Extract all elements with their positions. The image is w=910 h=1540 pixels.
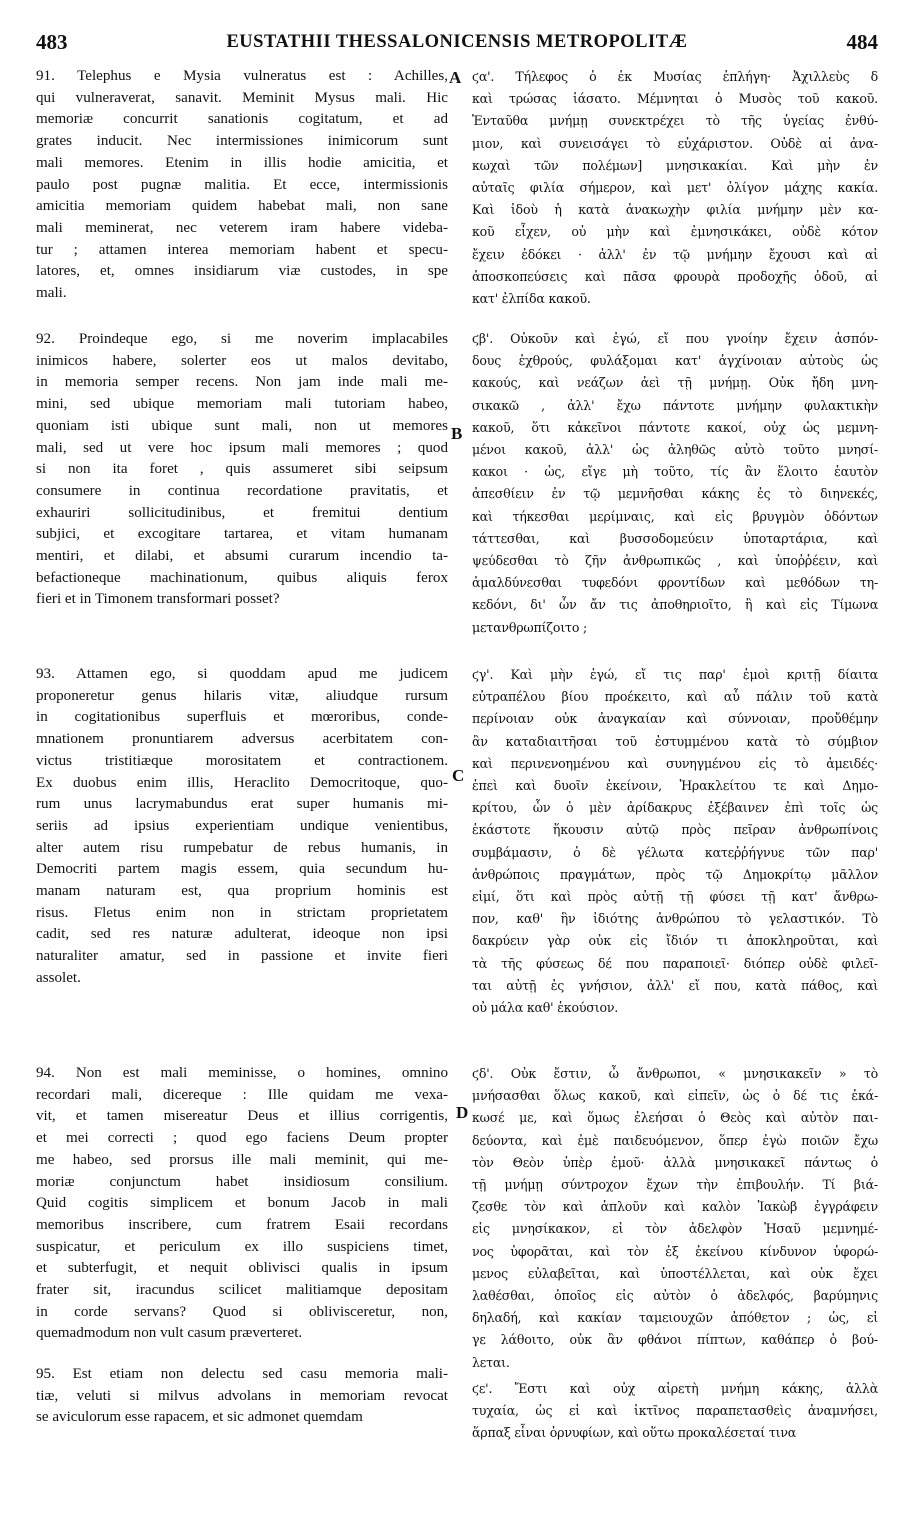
text-line: συμβάμασιν, ὁ δὲ γέλωτα κατεῤῥήγνυε τῶν παρ' (472, 844, 878, 860)
latin-paragraph (36, 329, 448, 611)
text-line: me habeo, sed prorsus ille mali meminit, qui me- (36, 1151, 448, 1168)
text-line: mentiri, et dilabi, et absumi curarum incendio ta- (36, 548, 448, 565)
text-line: grates inducit. Nec intermissiones inimicorum sunt (36, 133, 448, 150)
text-line: mali memores. Etenim in illis hodie amicitia, et (36, 154, 448, 171)
text-line: fieri et in Timonem transformari posset? (36, 591, 280, 608)
text-line: memoriæ concurrit sanationis cogitatum, et ad (36, 111, 448, 128)
text-line: suspicatur, et periculum ex illo suspiciens timet, (36, 1238, 448, 1255)
text-line: κωχαὶ τῶν πολέμων] μνησικακίαι. Καὶ μὴν ἐν (472, 157, 878, 173)
text-line: κακοι · ὡς, εἴγε μὴ τοῦτο, τίς ἂν ἕλοιτο ἑαυτὸν (472, 464, 878, 480)
text-line: αὐταῖς φιλία σήμερον, καὶ μετ' ὀλίγον μάχης κακία. (472, 180, 878, 196)
text-line: καὶ περινενοημένου καὶ συνηγμένου εἰς τὸ ἀμειδές· (472, 755, 878, 771)
text-line: τὰ τῆς φύσεως δέ που παραποιεῖ· διόπερ οὐδὲ φιλεῖ- (472, 955, 878, 971)
page-number-right: 484 (846, 30, 878, 54)
text-line: alter autem risu rumpebatur de rebus humanis, in (36, 839, 448, 856)
text-line: mnationem pronuntiarem adversus acerbitatem con- (36, 731, 448, 748)
text-line: inimicos habere, solerter eos ut malos devitabo, (36, 352, 448, 369)
text-line: Democriti partem magis essem, quia secundum hu- (36, 861, 448, 878)
text-line: 93. Attamen ego, si quoddam apud me judicem (36, 666, 448, 682)
text-line: σικακῶ , ἀλλ' ἔχω πάντοτε μνήμην φυλακτικὴν (472, 397, 878, 413)
text-line: ται αὐτῇ ἐς γνήσιον, ἀλλ' εἴ που, κατὰ πάθος, καὶ (472, 977, 878, 993)
latin-column (36, 66, 448, 1532)
text-line: κακοῦ, ὅτι κἀκεῖνοι πάντοτε κακοί, οὐχ ὡς μεμνη- (472, 419, 878, 435)
text-line: Καὶ ἰδοὺ ἡ κατὰ ἀνακωχὴν φιλία μνήμην μὲν κα- (472, 202, 878, 218)
text-line: εὐτραπέλου βίου προέκειτο, καὶ αὖ πάλιν τοῦ κατὰ (472, 689, 878, 705)
text-line: et mei correcti ; quod ego faciens Deum propter (36, 1130, 448, 1147)
text-line: ϛε'. Ἔστι καὶ οὐχ αἱρετὴ μνήμη κάκης, ἀλλὰ (472, 1381, 878, 1396)
text-line: ἀπεσθίειν ἐν τῷ μεμνῆσθαι κάκης ἐς τὸ διηνεκές, (472, 486, 878, 502)
latin-paragraph (36, 1364, 448, 1429)
text-line: ἔχειν ἐδόκει · ἀλλ' ἐν τῷ μνήμην ἔχουσι καὶ αἱ (472, 246, 878, 262)
text-line: κατ' ἐλπίδα κακοῦ. (472, 291, 591, 307)
text-line: paulo post pugnæ malitia. Et ecce, intermissionis (36, 176, 448, 193)
text-line: mini, sed ubique memoriam mali tutoriam habeo, (36, 396, 448, 413)
text-line: δακρύειν γὰρ οὐκ εἰς ἴδιόν τι ἀποκληροῦται, καὶ (472, 933, 878, 949)
greek-paragraph (472, 328, 878, 639)
text-line: δους ἐχθρούς, φυλάξομαι κατ' ἀγχίνοιαν αὐτοὺς ὡς (472, 353, 878, 369)
text-line: μενος εὐλαβεῖται, καὶ ὑποστέλλεται, καὶ οὐκ ἔχει (472, 1265, 878, 1281)
page-header (36, 30, 878, 60)
page-number-left: 483 (36, 30, 68, 54)
text-line: ἀμαλδύνεσθαι τυφεδόνι φροντίδων καὶ μεθόδων τη- (472, 575, 878, 591)
greek-paragraph (472, 66, 878, 310)
text-line: δηλαδή, καὶ κακίαν ταμειουχῶν ἀπόθετον ; ὡς, εἰ (472, 1310, 878, 1326)
text-line: ἀνθρώποις πραγμάτων, πρὸς τῷ Δημοκρίτῳ μᾶλλον (472, 866, 878, 882)
text-line: tiæ, veluti si milvus advolans in memoriam revocat (36, 1387, 448, 1404)
text-line: δεύοντα, καὶ ἐμὲ παιδευόμενον, ὅπερ ἐγὼ ποιῶν ἔχω (472, 1132, 878, 1148)
text-line: καὶ τήκεσθαι μερίμναις, καὶ εἰς βρυγμὸν ὀδόντων (472, 508, 878, 524)
text-line: moriæ conjunctum habet insidiosum consilium. (36, 1173, 448, 1190)
text-line: cadit, sed res naturæ adulterat, ideoque non ipsi (36, 926, 448, 943)
text-line: Quid cogitis simplicem et bonum Jacob in mali (36, 1195, 448, 1212)
text-line: 95. Est etiam non delectu sed casu memoria mali- (36, 1366, 448, 1382)
text-line: τάττεσθαι, καὶ βυσσοδομεύειν ὑποταρτάρια, καὶ (472, 530, 878, 546)
text-line: tur ; attamen interea memoriam habent et specu- (36, 241, 448, 258)
text-line: amicitia memoriam quidem habebat mali, non sane (36, 198, 448, 215)
margin-letter-b: B (451, 424, 463, 443)
text-line: νος ὑφορᾶται, καὶ τὸν ἐξ ἐκείνου κίνδυνον ὑφορώ- (472, 1243, 878, 1259)
text-line: proponeretur genus hilaris vitæ, aliudque rursum (36, 687, 448, 704)
text-line: ἅρπαξ εἶναι ὀρνυφίων, καὶ οὕτω προκαλέσεταί τινα (472, 1425, 797, 1441)
text-line: exhauriri sollicitudinibus, et fremitui dentium (36, 504, 448, 521)
text-line: τῇ μνήμῃ σύντροχον ἔχων τὴν ἐπιβουλήν. Τί βιά- (472, 1177, 878, 1193)
text-line: ϛγ'. Καὶ μὴν ἐγώ, εἴ τις παρ' ἐμοὶ κριτῇ δίαιτα (472, 667, 878, 682)
text-line: victus tristitiæque morositatem et contractionem. (36, 752, 448, 769)
text-line: assolet. (36, 969, 81, 986)
text-line: τυχαία, ὡς εἰ καὶ ἰκτῖνος παραπετασθεὶς ἀναμνήσει, (472, 1403, 878, 1419)
text-line: ἐπεὶ καὶ δυοῖν ἐκείνοιν, Ἡρακλείτου τε καὶ Δημο- (472, 778, 878, 794)
text-line: memoribus inscribere, cum fratrem Esaii recordans (36, 1216, 448, 1233)
greek-paragraph (472, 1063, 878, 1374)
latin-paragraph (36, 66, 448, 305)
text-line: μνήσασθαι ὅλως κακοῦ, καὶ εἰπεῖν, ὡς ὁ δέ τις ἐκά- (472, 1088, 878, 1104)
text-line: frater sit, iracundus scilicet malitiamque depositam (36, 1282, 448, 1299)
text-line: κοῦ εἶχεν, οὐ μὴν καὶ ἐμνησικάκει, οὐδὲ κότον (472, 224, 878, 240)
text-line: μένοι κακοῦ, ἀλλ' ὡς ἀληθῶς αὐτὸ τοῦτο μνησί- (472, 442, 878, 458)
text-line: μετανθρωπίζοιτο ; (472, 619, 588, 635)
text-line: οὐ μάλα καθ' ἑκούσιον. (472, 1000, 619, 1016)
latin-paragraph (36, 1063, 448, 1345)
margin-letter-a: A (449, 68, 462, 87)
text-line: in corde servans? Quod si oblivisceretur, non, (36, 1303, 448, 1320)
text-line: ἀποσκοπεύσεις καὶ πᾶσα φρουρὰ προδοχῆς ὁδοῦ, αἱ (472, 268, 878, 284)
text-line: 92. Proindeque ego, si me noverim implacabiles (36, 331, 448, 347)
greek-paragraph (472, 1378, 878, 1445)
text-line: qui vulneraverat, sanavit. Meminit Mysus mali. Hic (36, 89, 448, 106)
text-line: λεται. (472, 1354, 510, 1370)
text-line: λαθέσθαι, ὁποῖος εἰς αὐτὸν ὁ ἀδελφός, βαρύμηνις (472, 1288, 878, 1304)
text-line: γε λάθοιτο, οὐκ ἂν φθάνοι πίπτων, καθάπερ ὁ βού- (472, 1332, 878, 1348)
text-line: ϛδ'. Οὐκ ἔστιν, ὦ ἄνθρωποι, « μνησικακεῖν » τὸ (472, 1066, 878, 1081)
text-line: ϛα'. Τήλεφος ὁ ἐκ Μυσίας ἐπλήγη· Ἀχιλλεὺς δ (472, 69, 878, 84)
text-line: κωσέ με, καὶ ὅμως ἐλεήσαι ὁ Θεὸς καὶ αὐτὸν παι- (472, 1110, 878, 1126)
text-line: περίνοιαν οὐκ ἀναγκαίαν καὶ σύννοιαν, προὔθέμην (472, 711, 878, 727)
text-line: befactioneque machinationum, quibus aliquis ferox (36, 569, 448, 586)
text-line: recordari mali, dicereque : Ille quidam me vexa- (36, 1086, 448, 1103)
text-line: mali meminerat, nec veterem iram habere videba- (36, 219, 448, 236)
text-line: vit, et tamen misereatur Deus et illius corrigentis, (36, 1108, 448, 1125)
text-line: 91. Telephus e Mysia vulneratus est : Achilles, (36, 68, 448, 84)
text-line: quemadmodum non vult casum præverteret. (36, 1325, 303, 1342)
text-line: se aviculorum esse rapacem, et sic admonet quemdam (36, 1409, 363, 1426)
text-line: ἑκάστοτε ἥκουσιν αὐτῷ πρὸς πεῖραν ἀνθρωπίνοις (472, 822, 878, 838)
text-line: mali, sed ut vere hoc ipsum mali memores ; quod (36, 439, 448, 456)
text-line: seriis ad ipsius experientiam undique venientibus, (36, 817, 448, 834)
text-line: κεδόνι, δι' ὧν ἄν τις ἀποθηριοῖτο, ἢ καὶ εἰς Τίμωνα (472, 597, 878, 613)
margin-letter-d: D (456, 1103, 469, 1122)
text-line: Ex duobus enim illis, Heraclito Democritoque, quo- (36, 774, 448, 791)
text-line: in memoria semper recens. Non jam inde mali me- (36, 374, 448, 391)
text-line: εἰς μνησίκακον, εἰ τὸν ἀδελφὸν Ἡσαῦ μεμνημέ- (472, 1221, 878, 1237)
text-line: et subterfugit, et nequit oblivisci qualis in ipsum (36, 1260, 448, 1277)
text-line: ϛβ'. Οὐκοῦν καὶ ἐγώ, εἴ που γνοίην ἔχειν ἀσπόν- (472, 331, 878, 346)
text-line: risus. Fletus enim non in strictam proprietatem (36, 904, 448, 921)
text-line: Ἐνταῦθα μνήμῃ συνεκτρέχει τὸ τῆς ὑγείας ἐνθύ- (472, 113, 878, 129)
greek-column (472, 66, 878, 1532)
text-line: τὸν Θεὸν ὑπὲρ ἐμοῦ· ἀλλὰ μνησικακεῖ πάντως ὁ (472, 1154, 878, 1170)
text-line: latores, et, omnes insidiarum viæ custodes, in spe (36, 263, 448, 280)
text-line: εἰμί, ὅτι καὶ πρὸς αὐτῇ τῇ φύσει τῇ κατ' ἄνθρω- (472, 889, 878, 905)
text-line: in cogitationibus superfluis et mœroribus, conde- (36, 709, 448, 726)
text-line: ψεύδεσθαι τὸ ζῆν ἀνθρωπικῶς , καὶ ὑποῤῥέειν, καὶ (472, 553, 878, 569)
text-line: manam naturam est, qua proprium hominis est (36, 883, 448, 900)
text-line: rum unus lacrymabundus erat super humanis mi- (36, 796, 448, 813)
text-line: quoniam isti ubique sunt mali, non ut memores (36, 417, 448, 434)
text-line: πον, καθ' ἣν ἰδιότης ἀνθρώπου τὸ γελαστικόν. Τὸ (472, 911, 878, 927)
text-line: mali. (36, 285, 67, 302)
greek-paragraph (472, 664, 878, 1019)
text-line: consumere in continua recordatione pravitatis, et (36, 482, 448, 499)
text-line: κακούς, καὶ νεάζων ἀεὶ τῇ μνήμῃ. Οὐκ ἤδη μνη- (472, 375, 878, 391)
margin-letter-c: C (452, 766, 465, 785)
text-line: si non ita foret , quis assumeret sibi seipsum (36, 461, 448, 478)
text-line: ζεσθε τὸν καὶ ἁπλοῦν καὶ καλὸν Ἰακὼβ ἐγγράφειν (472, 1199, 878, 1215)
text-line: ἂν καταδιαιτῆσαι τοῦ ἐστυμμένου κατὰ τὸ σύμβιον (472, 733, 878, 749)
text-line: subjici, et excogitare tartarea, et vitam humanam (36, 526, 448, 543)
text-line: 94. Non est mali meminisse, o homines, omnino (36, 1065, 448, 1081)
latin-paragraph (36, 664, 448, 990)
text-line: naturaliter amatur, sed in passione et invite fieri (36, 948, 448, 965)
running-title: EUSTATHII THESSALONICENSIS METROPOLITÆ (226, 32, 688, 52)
text-line: καὶ τρώσας ἰάσατο. Μέμνηται ὁ Μυσὸς τοῦ κακοῦ. (472, 91, 878, 107)
text-line: κρίτου, ὧν ὁ μὲν ἀρίδακρυς ἐξέβαινεν ἐπὶ τοῖς ὡς (472, 800, 878, 816)
text-line: μιον, καὶ συνεισάγει τὸ εὐχάριστον. Οὐδὲ αἱ ἀνα- (472, 135, 878, 151)
